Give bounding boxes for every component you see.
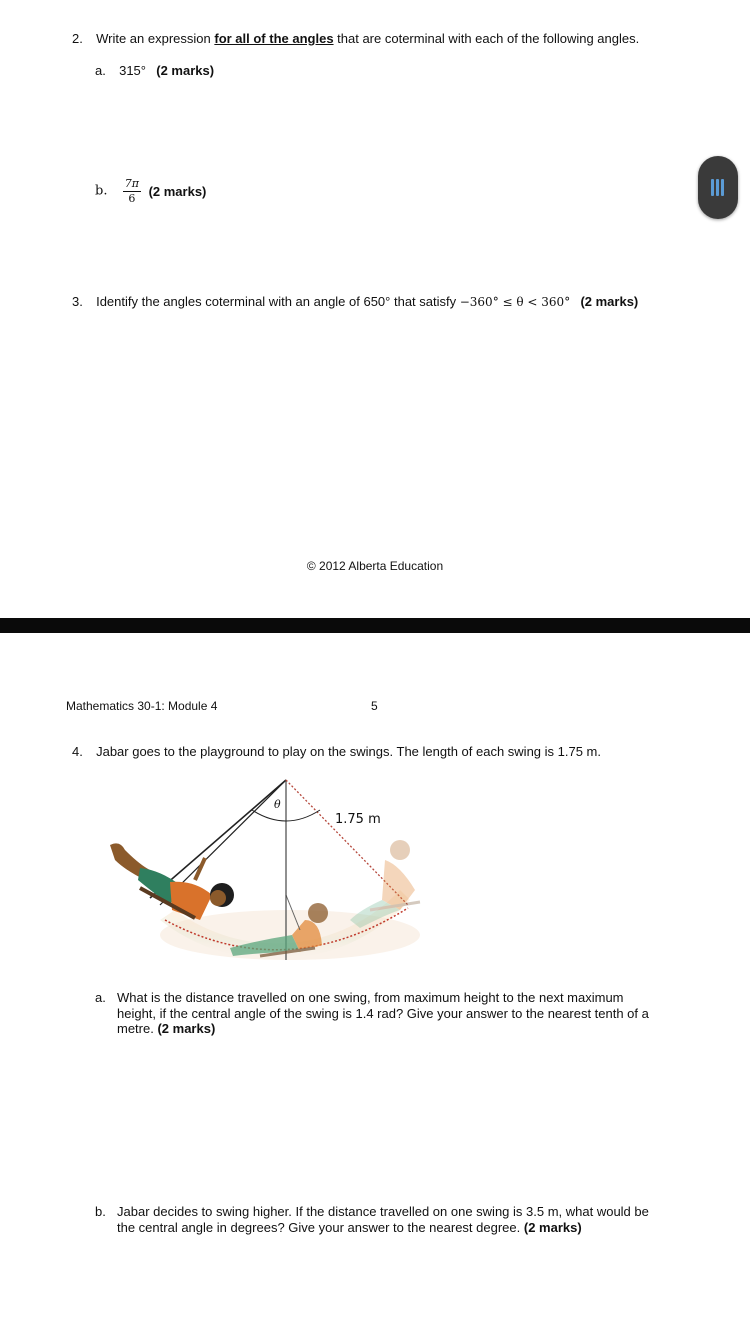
question-4-text: Jabar goes to the playground to play on the swings. The length of each swing is 1.75 m. [96, 744, 601, 759]
fraction-7pi-over-6 [123, 177, 141, 205]
question-2b-label: b. [95, 183, 108, 199]
question-3-marks: (2 marks) [580, 294, 639, 309]
copyright-footer: © 2012 Alberta Education [306, 559, 444, 573]
length-label: 1.75 m [335, 812, 381, 827]
question-2-stem: Write an expression [96, 31, 215, 46]
question-2-number: 2. [72, 31, 83, 46]
question-4b-marks: (2 marks) [523, 1220, 582, 1235]
question-2-stem-end: that are coterminal with each of the following angles. [333, 31, 640, 46]
menu-bar-icon [721, 179, 724, 196]
question-2b-marks: (2 marks) [148, 183, 207, 199]
person-left [110, 843, 234, 920]
menu-bar-icon [716, 179, 719, 196]
question-3-number: 3. [72, 294, 83, 309]
question-4b-line: the central angle in degrees? Give your answer to the nearest degree. [117, 1220, 521, 1235]
question-2a-angle: 315° [119, 63, 146, 78]
question-2b [95, 177, 206, 205]
question-4 [72, 744, 601, 759]
theta-label: θ [274, 798, 281, 811]
question-3-text: Identify the angles coterminal with an angle of 650° that satisfy [96, 294, 460, 309]
question-4a-line: height, if the central angle of the swing is 1.4 rad? Give your answer to the nearest tenth of a [117, 1005, 649, 1021]
question-2a [95, 63, 214, 78]
page-divider [0, 618, 750, 633]
question-3-range: −360° ≤ θ < 360° [459, 295, 571, 309]
question-4-number: 4. [72, 744, 83, 759]
question-2-emphasis: for all of the angles [214, 31, 334, 46]
question-2 [72, 31, 639, 46]
fraction-denominator: 6 [128, 192, 136, 205]
question-2a-label: a. [95, 63, 106, 78]
question-4a-line: metre. [117, 1021, 154, 1036]
question-4a-line: What is the distance travelled on one swing, from maximum height to the next maximum [117, 990, 624, 1005]
page-number: 5 [371, 699, 378, 713]
menu-button[interactable] [698, 156, 738, 219]
swing-figure [100, 770, 440, 975]
person-right-faded [350, 840, 420, 928]
question-2a-marks: (2 marks) [156, 63, 215, 78]
question-4b-line: Jabar decides to swing higher. If the distance travelled on one swing is 3.5 m, what would be [117, 1204, 649, 1219]
question-4a-label: a. [95, 990, 106, 1005]
question-4b-label: b. [95, 1204, 106, 1219]
fraction-numerator: 7π [124, 177, 139, 190]
course-title: Mathematics 30-1: Module 4 [66, 699, 218, 713]
menu-bar-icon [711, 179, 714, 196]
question-3 [72, 294, 638, 309]
question-4a-marks: (2 marks) [157, 1021, 216, 1036]
